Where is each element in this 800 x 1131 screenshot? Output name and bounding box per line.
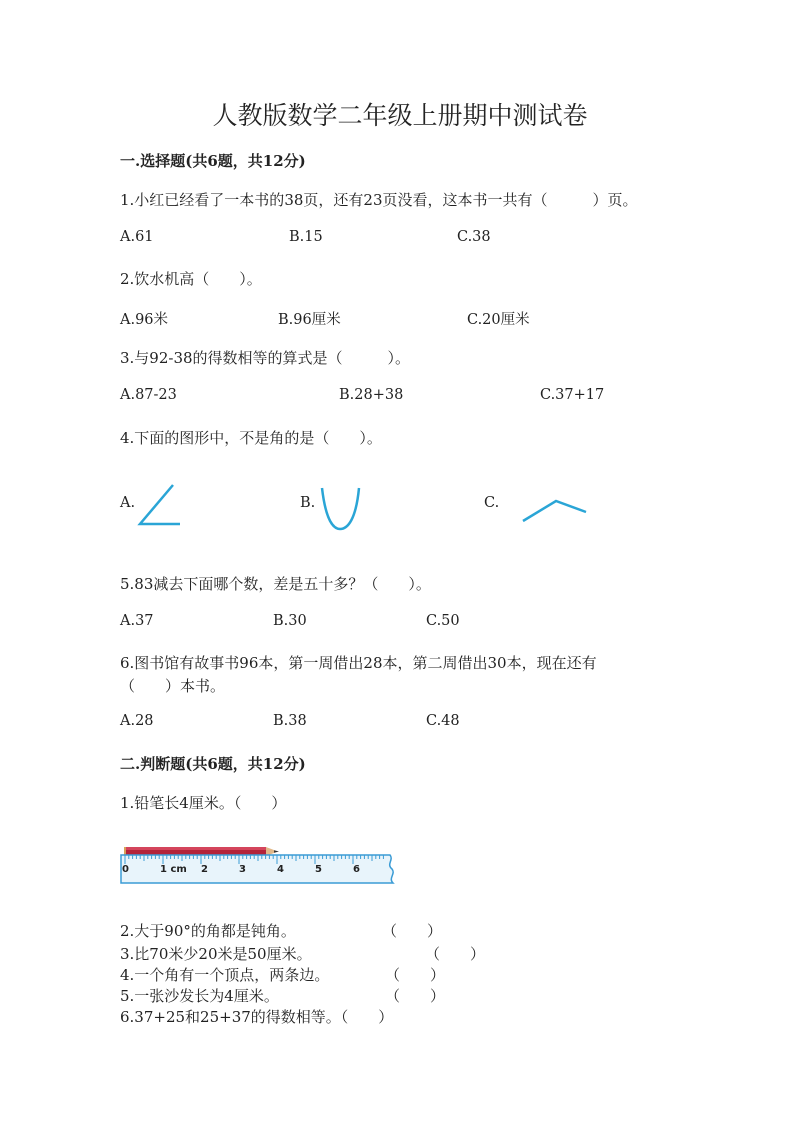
q1-option-a: A.61 [120, 229, 154, 245]
q3-option-b: B.28+38 [339, 387, 404, 403]
section-heading-judgement: 二.判断题(共6题，共12分) [120, 755, 306, 773]
q3-option-c: C.37+17 [540, 387, 605, 403]
q1-option-c: C.38 [457, 229, 491, 245]
ruler-pencil-figure [118, 842, 403, 890]
curve-figure-b [316, 484, 366, 534]
question-6-line2: （ ）本书。 [120, 677, 226, 695]
judgement-5: 5.一张沙发长为4厘米。 [120, 987, 279, 1005]
q2-option-b: B.96厘米 [278, 312, 341, 328]
ruler-label-5: 5 [315, 864, 322, 875]
page-title: 人教版数学二年级上册期中测试卷 [212, 101, 588, 130]
q1-option-b: B.15 [289, 229, 323, 245]
question-2: 2.饮水机高（ ）。 [120, 270, 262, 288]
q3-option-a: A.87-23 [120, 387, 177, 403]
q4-option-a: A. [120, 495, 136, 511]
judgement-3: 3.比70米少20米是50厘米。 [120, 945, 312, 963]
question-1: 1.小红已经看了一本书的38页，还有23页没看，这本书一共有（ ）页。 [120, 191, 638, 209]
q4-option-b: B. [300, 495, 316, 511]
q5-option-c: C.50 [426, 613, 460, 629]
q2-option-a: A.96米 [120, 312, 169, 328]
question-5: 5.83减去下面哪个数，差是五十多？（ ）。 [120, 575, 431, 593]
ruler-label-4: 4 [277, 864, 284, 875]
judgement-2-paren: （ ） [382, 922, 443, 940]
judgement-2: 2.大于90°的角都是钝角。 [120, 922, 296, 940]
judgement-4: 4.一个角有一个顶点，两条边。 [120, 966, 330, 984]
q6-option-c: C.48 [426, 713, 460, 729]
judgement-5-paren: （ ） [385, 987, 446, 1005]
ruler-label-0: 0 [122, 864, 129, 875]
judgement-4-paren: （ ） [385, 966, 446, 984]
angle-figure-a [135, 482, 185, 528]
q6-option-a: A.28 [120, 713, 154, 729]
ruler-label-3: 3 [239, 864, 246, 875]
q4-option-c: C. [484, 495, 500, 511]
judgement-3-paren: （ ） [425, 945, 486, 963]
q5-option-b: B.30 [273, 613, 307, 629]
ruler-label-6: 6 [353, 864, 360, 875]
judgement-1: 1.铅笔长4厘米。（ ） [120, 794, 287, 812]
ruler-label-2: 2 [201, 864, 208, 875]
q5-option-a: A.37 [120, 613, 154, 629]
question-4: 4.下面的图形中，不是角的是（ ）。 [120, 429, 382, 447]
judgement-6: 6.37+25和25+37的得数相等。（ ） [120, 1008, 394, 1026]
question-3: 3.与92-38的得数相等的算式是（ ）。 [120, 349, 411, 367]
question-6-line1: 6.图书馆有故事书96本，第一周借出28本，第二周借出30本，现在还有 [120, 654, 597, 672]
q2-option-c: C.20厘米 [467, 312, 530, 328]
ruler-label-1: 1 cm [160, 864, 187, 875]
section-heading-choice: 一.选择题(共6题，共12分) [120, 152, 306, 170]
angle-figure-c [520, 495, 590, 525]
q6-option-b: B.38 [273, 713, 307, 729]
